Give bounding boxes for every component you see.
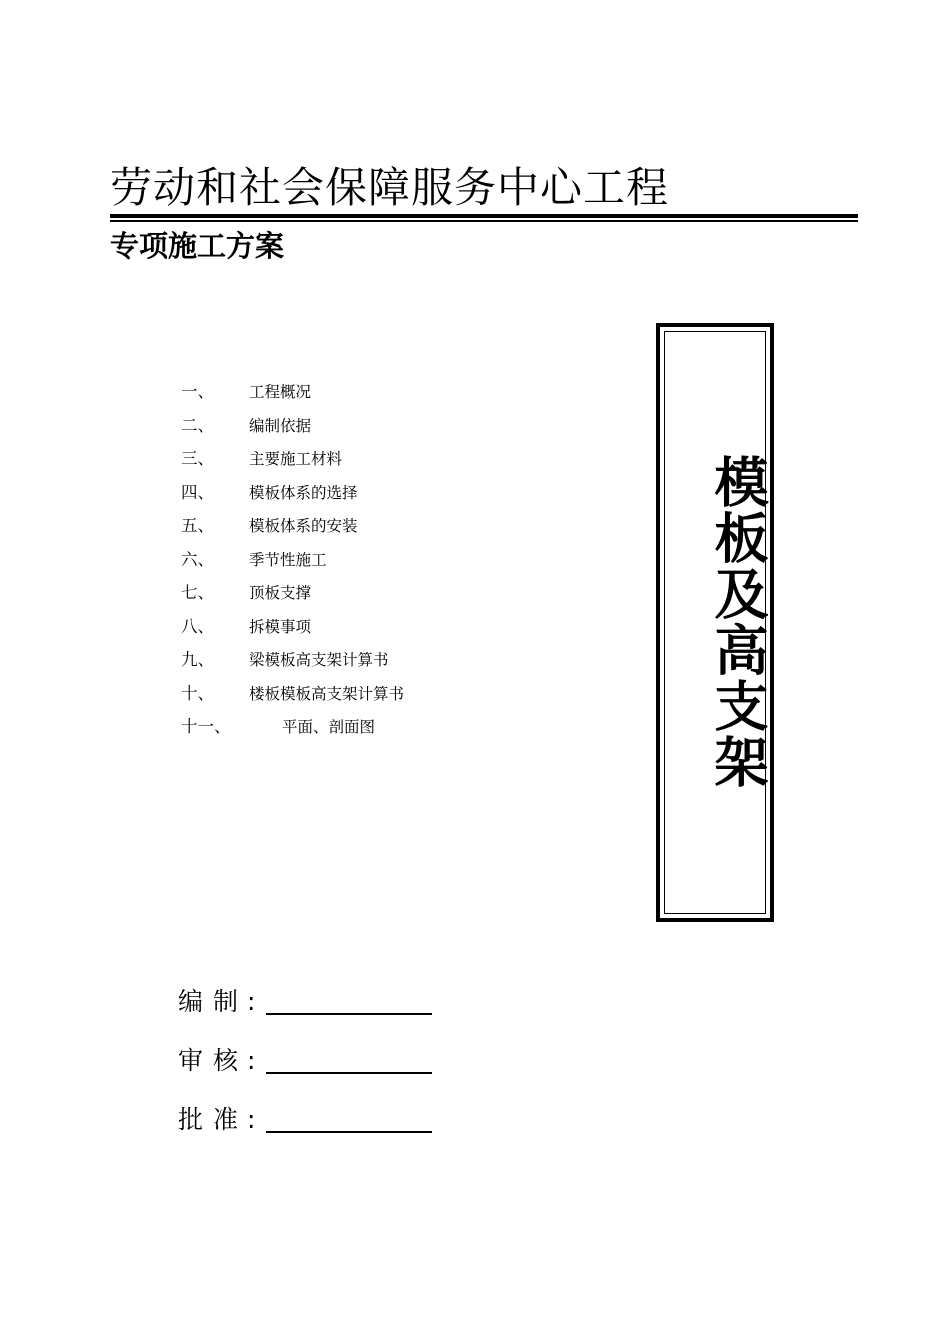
vertical-title-box (656, 323, 774, 922)
signature-colon: : (247, 987, 256, 1016)
document-type: 专项施工方案 (110, 229, 285, 263)
project-title: 劳动和社会保障服务中心工程 (110, 163, 670, 212)
title-rule-thick (110, 214, 858, 218)
signature-line[interactable] (266, 1131, 432, 1133)
toc-number: 五、 (181, 516, 214, 535)
title-rule-thin (110, 220, 858, 222)
toc-number: 四、 (181, 482, 214, 502)
signature-label: 编制 (178, 987, 249, 1016)
toc-number: 九、 (181, 650, 214, 669)
signature-colon: : (247, 1105, 256, 1134)
toc-number: 三、 (181, 449, 214, 468)
signature-label: 批准 (178, 1105, 249, 1134)
signature-colon: : (247, 1046, 256, 1075)
toc-number: 十、 (181, 683, 214, 703)
signature-line[interactable] (266, 1072, 432, 1074)
toc-number: 一、 (181, 382, 214, 401)
toc-number: 二、 (181, 415, 214, 435)
signature-line[interactable] (266, 1013, 432, 1015)
toc-number: 七、 (181, 583, 214, 602)
toc-number: 六、 (181, 549, 214, 569)
toc-text: 编制依据 (249, 416, 312, 435)
toc-number: 八、 (181, 616, 214, 636)
toc-text: 主要施工材料 (249, 450, 343, 468)
toc-text: 梁模板高支架计算书 (249, 651, 389, 669)
toc-text: 模板体系的选择 (249, 483, 358, 502)
vertical-title-text: 模板及高支架 (706, 454, 770, 790)
toc-text: 模板体系的安装 (249, 517, 358, 535)
toc-text: 工程概况 (249, 383, 312, 401)
toc-text: 拆模事项 (249, 617, 312, 636)
toc-number: 十一、 (181, 717, 231, 736)
toc-text: 平面、剖面图 (282, 718, 376, 736)
toc-text: 顶板支撑 (249, 584, 312, 602)
toc-text: 季节性施工 (249, 550, 327, 569)
toc-text: 楼板模板高支架计算书 (249, 684, 405, 703)
signature-label: 审核 (178, 1046, 249, 1075)
